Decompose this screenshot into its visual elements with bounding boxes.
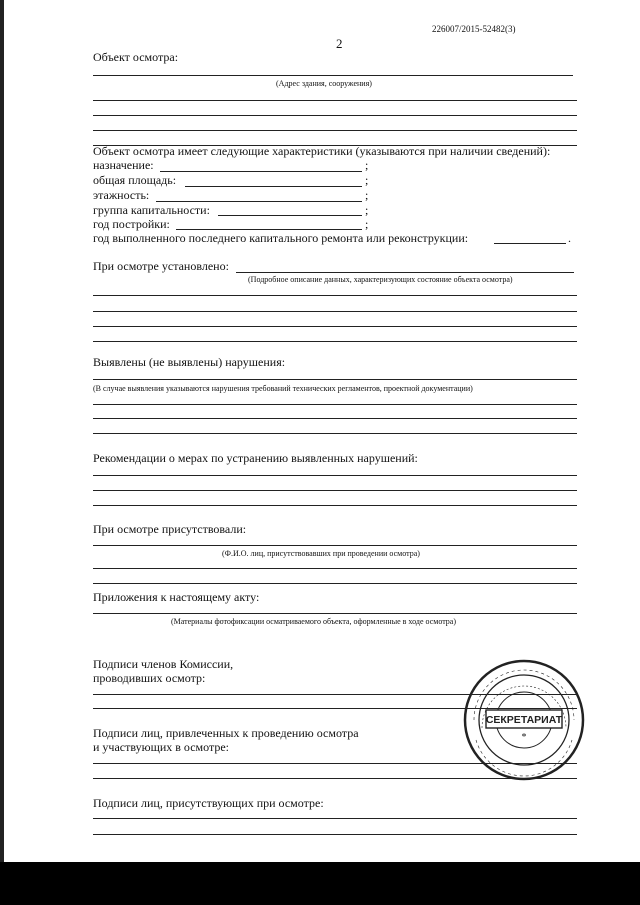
attachments-label: Приложения к настоящему акту:	[93, 590, 260, 604]
present-line-3	[93, 583, 577, 584]
object-address-line	[93, 75, 573, 76]
recommendations-line-2	[93, 490, 577, 491]
commission-signatures-label-2: проводивших осмотр:	[93, 671, 206, 685]
findings-line-5	[93, 341, 577, 342]
violations-label: Выявлены (не выявлены) нарушения:	[93, 355, 286, 369]
area-semicolon: ;	[365, 173, 369, 187]
purpose-field[interactable]	[160, 171, 362, 172]
repair-year-label: год выполненного последнего капитального ремонта или реконструкции:	[93, 231, 469, 245]
violations-line-2	[93, 404, 577, 405]
page-number: 2	[336, 36, 343, 51]
official-stamp-seal	[462, 658, 586, 782]
purpose-semicolon: ;	[365, 158, 369, 172]
svg-text:СЕКРЕТАРИАТ: СЕКРЕТАРИАТ	[485, 714, 563, 726]
present-signature-line-1	[93, 818, 577, 819]
object-label: Объект осмотра:	[93, 50, 179, 64]
findings-line-3	[93, 311, 577, 312]
findings-label: При осмотре установлено:	[93, 259, 229, 273]
repair-year-field[interactable]	[494, 243, 566, 244]
commission-signatures-label-1: Подписи членов Комиссии,	[93, 657, 234, 671]
attachments-line-1	[93, 613, 577, 614]
present-signatures-label: Подписи лиц, присутствующих при осмотре:	[93, 796, 324, 810]
repair-year-period: .	[568, 231, 571, 245]
present-line-1	[93, 545, 577, 546]
floors-label: этажность:	[93, 188, 150, 202]
present-signature-line-2	[93, 834, 577, 835]
violations-line-3	[93, 418, 577, 419]
findings-line-4	[93, 326, 577, 327]
capital-group-field[interactable]	[218, 215, 362, 216]
scan-bottom-edge	[0, 862, 640, 905]
attachments-caption: (Материалы фотофиксации осматриваемого объекта, оформленные в ходе осмотра)	[171, 617, 457, 626]
svg-text:*: *	[521, 732, 527, 743]
capital-group-semicolon: ;	[365, 203, 369, 217]
findings-caption: (Подробное описание данных, характеризующих состояние объекта осмотра)	[248, 275, 513, 284]
violations-caption: (В случае выявления указываются нарушения требований технических регламентов, проектной документации)	[93, 384, 473, 393]
characteristics-top-line	[93, 145, 577, 146]
object-line-4	[93, 130, 577, 131]
present-caption: (Ф.И.О. лиц, присутствовавших при проведении осмотра)	[222, 549, 420, 558]
characteristics-intro: Объект осмотра имеет следующие характеристики (указываются при наличии сведений):	[93, 144, 551, 158]
recommendations-label: Рекомендации о мерах по устранению выявленных нарушений:	[93, 451, 418, 465]
object-address-caption: (Адрес здания, сооружения)	[276, 79, 372, 88]
object-line-3	[93, 115, 577, 116]
violations-line-1	[93, 379, 577, 380]
capital-group-label: группа капитальности:	[93, 203, 210, 217]
present-label: При осмотре присутствовали:	[93, 522, 247, 536]
purpose-label: назначение:	[93, 158, 154, 172]
recommendations-line-1	[93, 475, 577, 476]
object-line-2	[93, 100, 577, 101]
scan-left-edge	[0, 0, 4, 905]
recommendations-line-3	[93, 505, 577, 506]
involved-signatures-label-2: и участвующих в осмотре:	[93, 740, 230, 754]
document-number: 226007/2015-52482(3)	[432, 24, 516, 34]
build-year-semicolon: ;	[365, 217, 369, 231]
build-year-field[interactable]	[176, 229, 362, 230]
findings-line-2	[93, 295, 577, 296]
violations-line-4	[93, 433, 577, 434]
floors-field[interactable]	[156, 201, 362, 202]
floors-semicolon: ;	[365, 188, 369, 202]
present-line-2	[93, 568, 577, 569]
involved-signatures-label-1: Подписи лиц, привлеченных к проведению осмотра	[93, 726, 359, 740]
area-field[interactable]	[185, 186, 362, 187]
area-label: общая площадь:	[93, 173, 177, 187]
findings-line-1	[236, 272, 574, 273]
build-year-label: год постройки:	[93, 217, 170, 231]
